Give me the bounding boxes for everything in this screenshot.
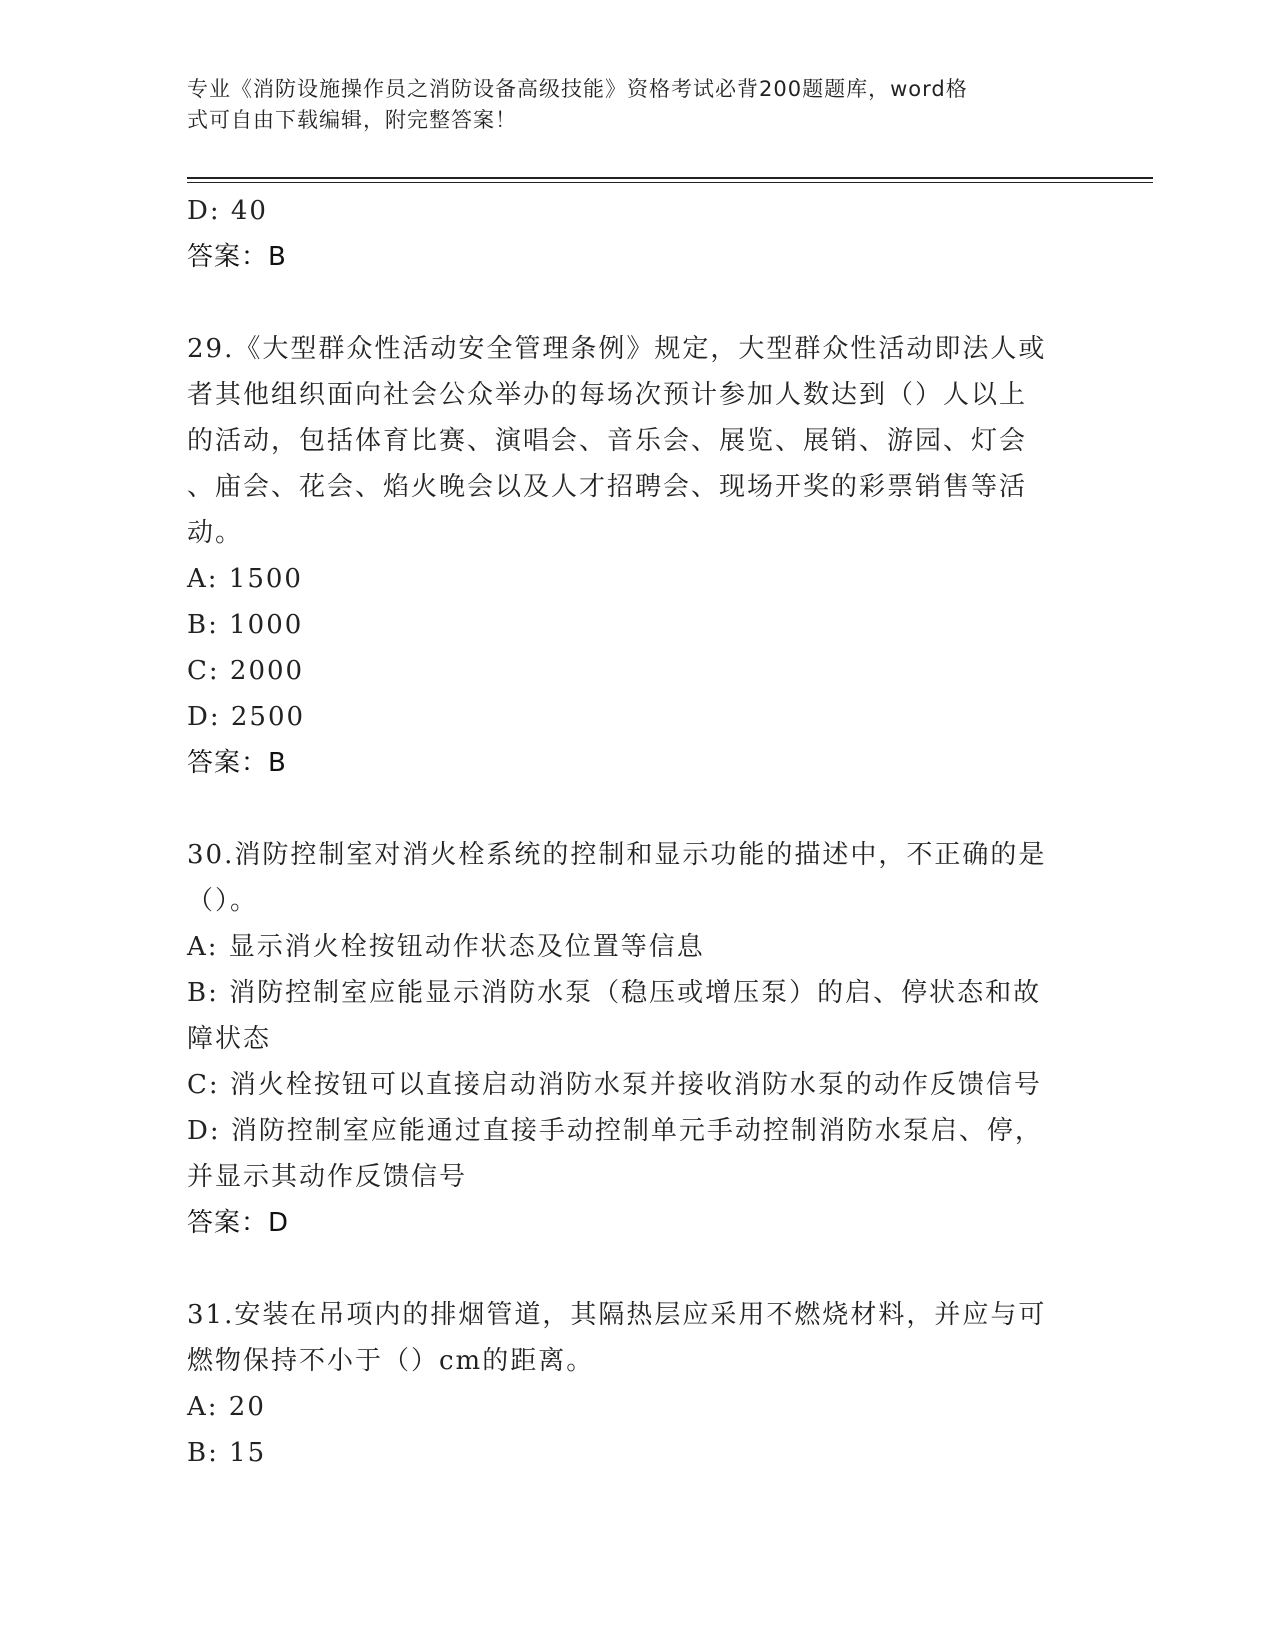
question-29 [187,326,1067,786]
question-29-line-3: 的活动，包括体育比赛、演唱会、音乐会、展览、展销、游园、灯会 [187,426,1028,456]
question-29-answer: 答案：B [187,748,287,778]
question-gap [187,280,1067,326]
header-divider-thick [187,177,1153,179]
question-30-option-b-line-1: B: 消防控制室应能显示消防水泵（稳压或增压泵）的启、停状态和故 [187,978,1042,1008]
question-30-option-d-line-1: D: 消防控制室应能通过直接手动控制单元手动控制消防水泵启、停， [187,1116,1043,1146]
question-29-line-1: 29.《大型群众性活动安全管理条例》规定，大型群众性活动即法人或 [187,334,1047,364]
question-31-option-a: A: 20 [187,1392,266,1422]
question-30 [187,832,1067,1246]
question-30-text [187,832,1067,924]
question-29-option-b: B: 1000 [187,610,304,640]
document-header [187,74,1067,136]
header-divider-thin [187,182,1153,183]
question-29-line-4: 、庙会、花会、焰火晚会以及人才招聘会、现场开奖的彩票销售等活 [187,472,1028,502]
question-30-answer: 答案：D [187,1208,290,1238]
question-31 [187,1292,1067,1476]
question-30-line-1: 30.消防控制室对消火栓系统的控制和显示功能的描述中，不正确的是 [187,840,1047,870]
question-gap [187,1246,1067,1292]
question-30-option-c: C: 消火栓按钮可以直接启动消防水泵并接收消防水泵的动作反馈信号 [187,1070,1042,1100]
question-29-option-d: D: 2500 [187,702,306,732]
question-31-option-b: B: 15 [187,1438,267,1468]
header-line-2: 式可自由下载编辑，附完整答案！ [187,108,517,132]
question-31-line-2: 燃物保持不小于（）cm的距离。 [187,1346,595,1376]
prev-option-d: D: 40 [187,196,268,226]
question-30-line-2: （）。 [187,886,259,916]
question-31-text [187,1292,1067,1384]
question-31-line-1: 31.安装在吊项内的排烟管道，其隔热层应采用不燃烧材料，并应与可 [187,1300,1047,1330]
question-gap [187,786,1067,832]
question-29-line-5: 动。 [187,518,244,548]
question-30-option-d-line-2: 并显示其动作反馈信号 [187,1162,468,1192]
prev-answer: 答案：B [187,242,287,272]
question-29-text [187,326,1067,556]
question-29-option-a: A: 1500 [187,564,303,594]
header-line-1: 专业《消防设施操作员之消防设备高级技能》资格考试必背200题题库，word格 [187,77,968,101]
question-30-option-a: A: 显示消火栓按钮动作状态及位置等信息 [187,932,705,962]
question-content [187,188,1067,1476]
question-29-line-2: 者其他组织面向社会公众举办的每场次预计参加人数达到（）人以上 [187,380,1028,410]
question-30-option-b-line-2: 障状态 [187,1024,272,1054]
question-29-option-c: C: 2000 [187,656,305,686]
